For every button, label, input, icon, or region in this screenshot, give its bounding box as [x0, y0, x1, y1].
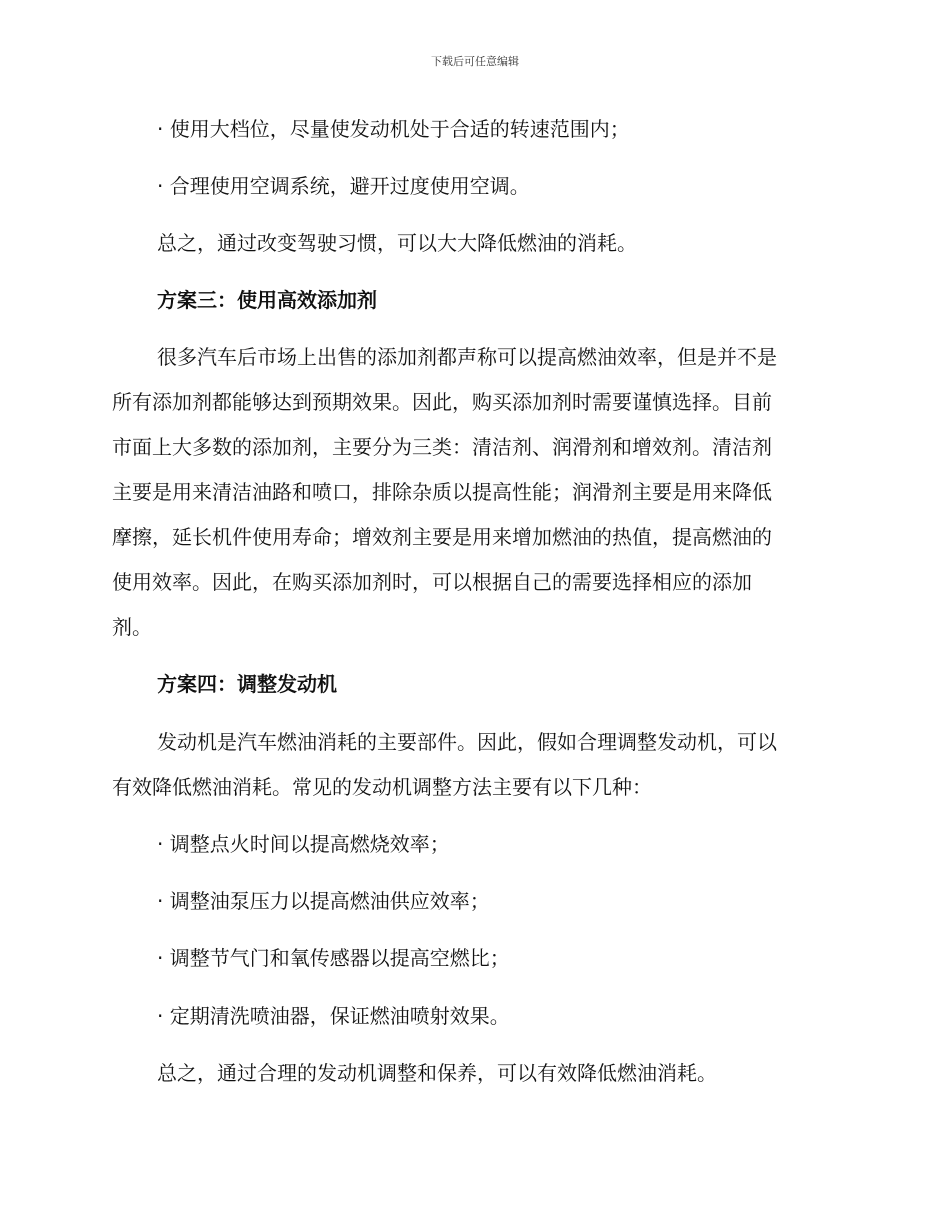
page-header: 下载后可任意编辑 — [431, 55, 519, 68]
bullet-item: · 调整油泵压力以提高燃油供应效率； — [157, 889, 490, 913]
paragraph-line: 主要是用来清洁油路和喷口，排除杂质以提高性能；润滑剂主要是用来降低 — [112, 480, 772, 504]
bullet-item: · 使用大档位，尽量使发动机处于合适的转速范围内； — [157, 117, 630, 141]
paragraph-line: 使用效率。因此，在购买添加剂时，可以根据自己的需要选择相应的添加 — [112, 570, 752, 594]
bullet-item: · 合理使用空调系统，避开过度使用空调。 — [157, 174, 530, 198]
bullet-item: · 调整节气门和氧传感器以提高空燃比； — [157, 946, 510, 970]
paragraph-line: 发动机是汽车燃油消耗的主要部件。因此，假如合理调整发动机，可以 — [157, 730, 777, 754]
section-heading: 方案四：调整发动机 — [157, 672, 337, 696]
paragraph-line: 很多汽车后市场上出售的添加剂都声称可以提高燃油效率，但是并不是 — [157, 345, 777, 369]
section-heading: 方案三：使用高效添加剂 — [157, 288, 377, 312]
paragraph-line: 所有添加剂都能够达到预期效果。因此，购买添加剂时需要谨慎选择。目前 — [112, 390, 772, 414]
paragraph-line: 市面上大多数的添加剂，主要分为三类：清洁剂、润滑剂和增效剂。清洁剂 — [112, 435, 772, 459]
paragraph-line: 剂。 — [112, 615, 152, 639]
bullet-item: · 定期清洗喷油器，保证燃油喷射效果。 — [157, 1004, 510, 1028]
paragraph-line: 总之，通过合理的发动机调整和保养，可以有效降低燃油消耗。 — [157, 1061, 717, 1085]
bullet-item: · 调整点火时间以提高燃烧效率； — [157, 832, 450, 856]
paragraph-line: 有效降低燃油消耗。常见的发动机调整方法主要有以下几种： — [112, 775, 652, 799]
paragraph-line: 总之，通过改变驾驶习惯，可以大大降低燃油的消耗。 — [157, 231, 637, 255]
paragraph-line: 摩擦，延长机件使用寿命；增效剂主要是用来增加燃油的热值，提高燃油的 — [112, 525, 772, 549]
